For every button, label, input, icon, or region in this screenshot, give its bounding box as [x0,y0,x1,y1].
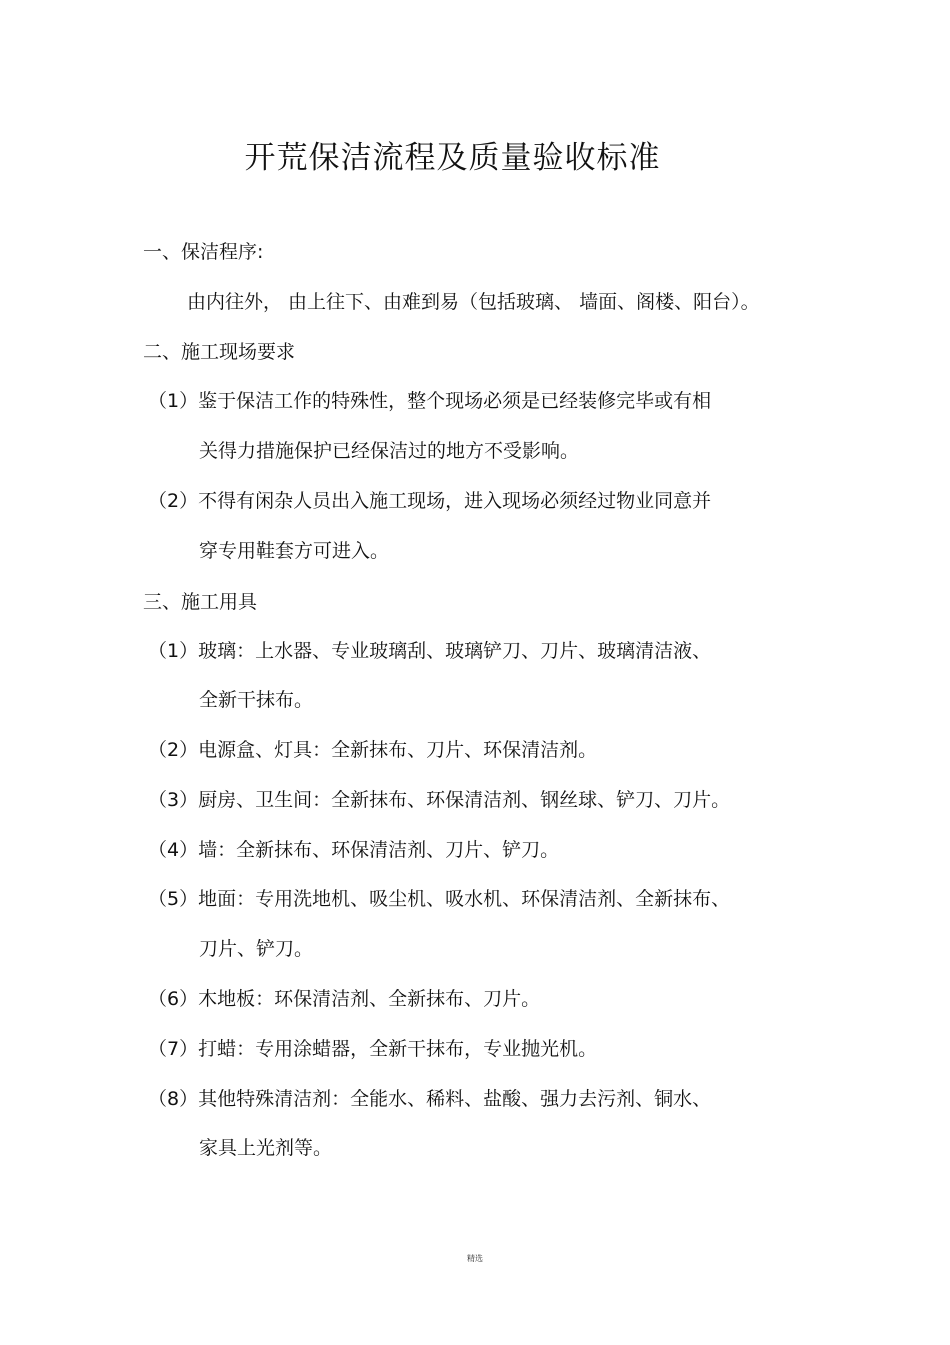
list-item [148,887,730,911]
item-continuation: 家具上光剂等。 [199,1137,333,1159]
section-heading: 三、施工用具 [143,591,258,613]
item-continuation: 刀片、铲刀。 [199,938,314,960]
section-heading: 一、保洁程序: [143,241,264,263]
list-item [148,788,730,812]
list-item [148,1087,711,1111]
item-text: 其他特殊清洁剂：全能水、稀料、盐酸、强力去污剂、铜水、 [198,1088,712,1110]
item-number: （1） [148,390,199,412]
item-number: （3） [148,789,199,811]
item-continuation: 全新干抹布。 [199,689,314,711]
section-heading: 二、施工现场要求 [143,341,296,363]
item-text: 不得有闲杂人员出入施工现场，进入现场必须经过物业同意并 [198,490,712,512]
item-text: 地面：专用洗地机、吸尘机、吸水机、环保清洁剂、全新抹布、 [198,888,731,910]
item-continuation: 穿专用鞋套方可进入。 [199,540,390,562]
item-text: 玻璃：上水器、专业玻璃刮、玻璃铲刀、刀片、玻璃清洁液、 [198,640,712,662]
document-title: 开荒保洁流程及质量验收标准 [244,140,661,176]
list-item [148,489,711,513]
item-text: 墙：全新抹布、环保清洁剂、刀片、铲刀。 [198,839,560,861]
item-text: 木地板：环保清洁剂、全新抹布、刀片。 [198,988,541,1010]
item-number: （6） [148,988,199,1010]
item-number: （2） [148,739,199,761]
list-item [148,987,540,1011]
item-number: （4） [148,839,199,861]
item-number: （8） [148,1088,199,1110]
item-text: 厨房、卫生间：全新抹布、环保清洁剂、钢丝球、铲刀、刀片。 [198,789,731,811]
item-text: 电源盒、灯具：全新抹布、刀片、环保清洁剂。 [198,739,598,761]
list-item [148,838,559,862]
item-continuation: 关得力措施保护已经保洁过的地方不受影响。 [199,440,580,462]
list-item [148,1037,597,1061]
paragraph: 由内往外， 由上往下、由难到易（包括玻璃、 墙面、阁楼、阳台）。 [187,291,760,313]
list-item [148,639,711,663]
item-number: （1） [148,640,199,662]
list-item [148,738,597,762]
item-number: （2） [148,490,199,512]
page-footer: 精选 [467,1254,483,1263]
item-number: （5） [148,888,199,910]
item-text: 打蜡：专用涂蜡器，全新干抹布，专业抛光机。 [198,1038,598,1060]
item-text: 鉴于保洁工作的特殊性，整个现场必须是已经装修完毕或有相 [198,390,712,412]
list-item [148,389,711,413]
item-number: （7） [148,1038,199,1060]
